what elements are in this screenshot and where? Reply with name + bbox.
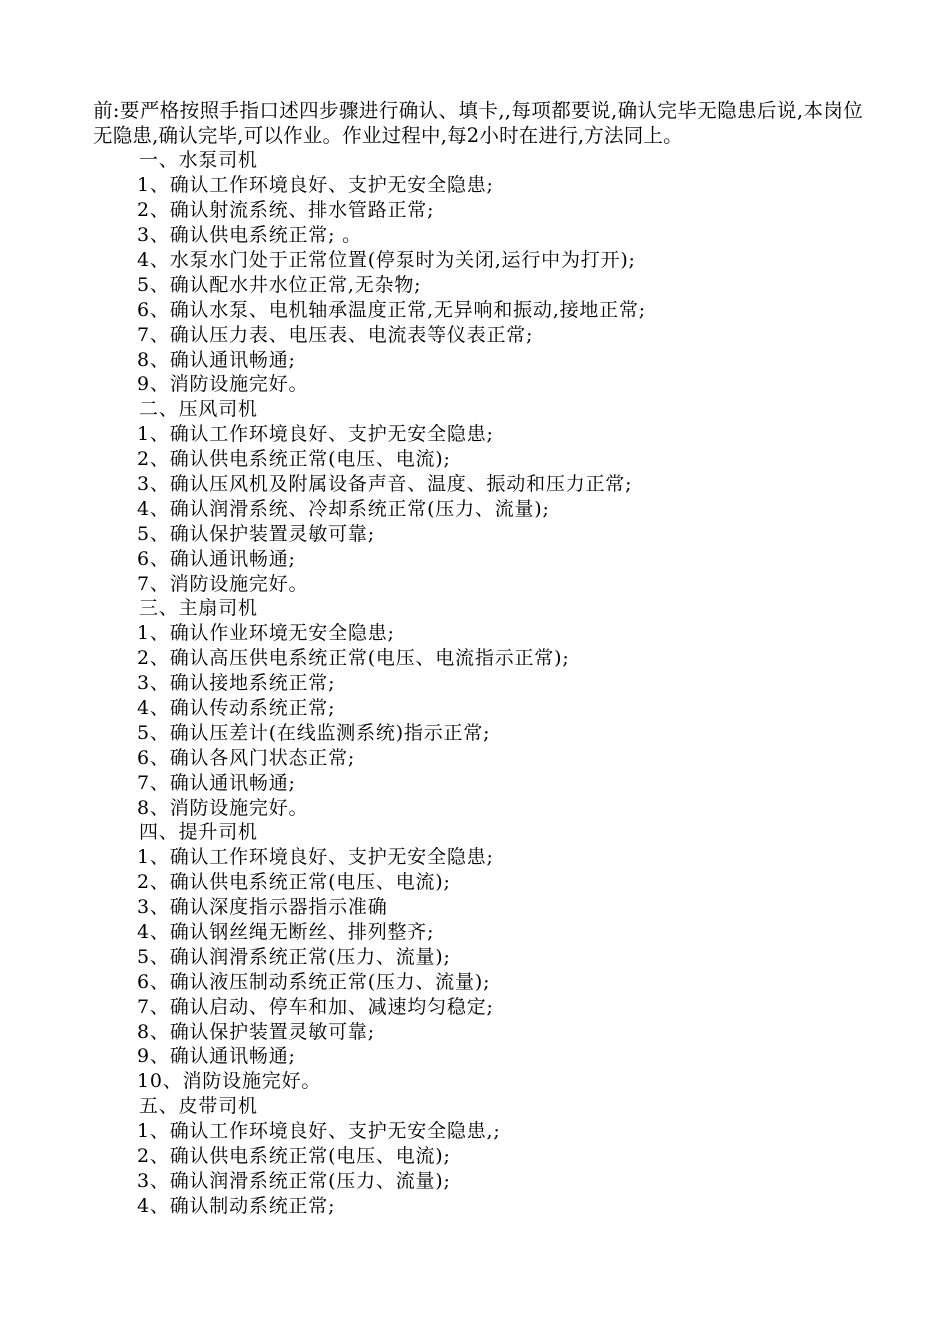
section-heading: 三、主扇司机 xyxy=(139,597,258,620)
checklist-item: 3、确认接地系统正常; xyxy=(137,672,336,695)
checklist-item: 1、确认工作环境良好、支护无安全隐患; xyxy=(137,174,494,197)
checklist-item: 5、确认压差计(在线监测系统)指示正常; xyxy=(137,721,491,744)
checklist-item: 2、确认供电系统正常(电压、电流); xyxy=(137,1145,451,1168)
checklist-item: 7、确认启动、停车和加、减速均匀稳定; xyxy=(137,995,494,1018)
section-heading: 四、提升司机 xyxy=(139,821,258,844)
checklist-item: 4、确认传动系统正常; xyxy=(137,697,336,719)
checklist-item: 2、确认供电系统正常(电压、电流); xyxy=(137,871,451,894)
checklist-item: 6、确认液压制动系统正常(压力、流量); xyxy=(137,970,491,993)
checklist-item: 1、确认工作环境良好、支护无安全隐患; xyxy=(137,846,494,869)
checklist-item: 4、水泵水门处于正常位置(停泵时为关闭,运行中为打开); xyxy=(137,248,636,271)
checklist-item: 4、确认润滑系统、冷却系统正常(压力、流量); xyxy=(137,497,550,520)
document-page xyxy=(93,99,863,1219)
checklist-item: 3、确认压风机及附属设备声音、温度、振动和压力正常; xyxy=(137,472,633,495)
checklist-item: 5、确认配水井水位正常,无杂物; xyxy=(137,273,422,296)
section-heading: 一、水泵司机 xyxy=(139,149,258,172)
section-heading: 二、压风司机 xyxy=(139,398,258,421)
checklist-item: 8、确认通讯畅通; xyxy=(137,348,296,371)
checklist-item: 5、确认保护装置灵敏可靠; xyxy=(137,522,375,545)
checklist-item: 10、消防设施完好。 xyxy=(137,1070,322,1093)
checklist-item: 4、确认制动系统正常; xyxy=(137,1194,336,1217)
checklist-item: 3、确认润滑系统正常(压力、流量); xyxy=(137,1169,451,1192)
checklist-item: 1、确认作业环境无安全隐患; xyxy=(137,622,395,645)
checklist-item: 9、消防设施完好。 xyxy=(137,373,309,396)
checklist-item: 2、确认供电系统正常(电压、电流); xyxy=(137,448,451,471)
checklist-item: 6、确认通讯畅通; xyxy=(137,547,296,570)
checklist-item: 1、确认工作环境良好、支护无安全隐患,; xyxy=(137,1120,501,1143)
checklist-item: 2、确认高压供电系统正常(电压、电流指示正常); xyxy=(137,647,570,670)
checklist-item: 8、消防设施完好。 xyxy=(137,796,309,819)
checklist-item: 9、确认通讯畅通; xyxy=(137,1045,296,1068)
section-list xyxy=(93,148,863,1218)
checklist-item: 3、确认深度指示器指示准确 xyxy=(137,896,388,919)
checklist-item: 7、消防设施完好。 xyxy=(137,572,309,595)
checklist-item: 6、确认各风门状态正常; xyxy=(137,746,356,769)
checklist-item: 8、确认保护装置灵敏可靠; xyxy=(137,1020,375,1043)
checklist-item: 6、确认水泵、电机轴承温度正常,无异响和振动,接地正常; xyxy=(137,298,646,321)
intro-paragraph: 前:要严格按照手指口述四步骤进行确认、填卡,,每项都要说,确认完毕无隐患后说,本岗位无隐患,确认完毕,可以作业。作业过程中,每2小时在进行,方法同上。 xyxy=(93,99,863,147)
checklist-item: 2、确认射流系统、排水管路正常; xyxy=(137,199,435,222)
checklist-item: 7、确认压力表、电压表、电流表等仪表正常; xyxy=(137,323,534,346)
checklist-item: 7、确认通讯畅通; xyxy=(137,771,296,794)
checklist-item: 1、确认工作环境良好、支护无安全隐患; xyxy=(137,423,494,446)
checklist-item: 4、确认钢丝绳无断丝、排列整齐; xyxy=(137,921,435,944)
checklist-item: 5、确认润滑系统正常(压力、流量); xyxy=(137,945,451,968)
section-heading: 五、皮带司机 xyxy=(139,1095,258,1118)
checklist-item: 3、确认供电系统正常; 。 xyxy=(137,224,362,247)
